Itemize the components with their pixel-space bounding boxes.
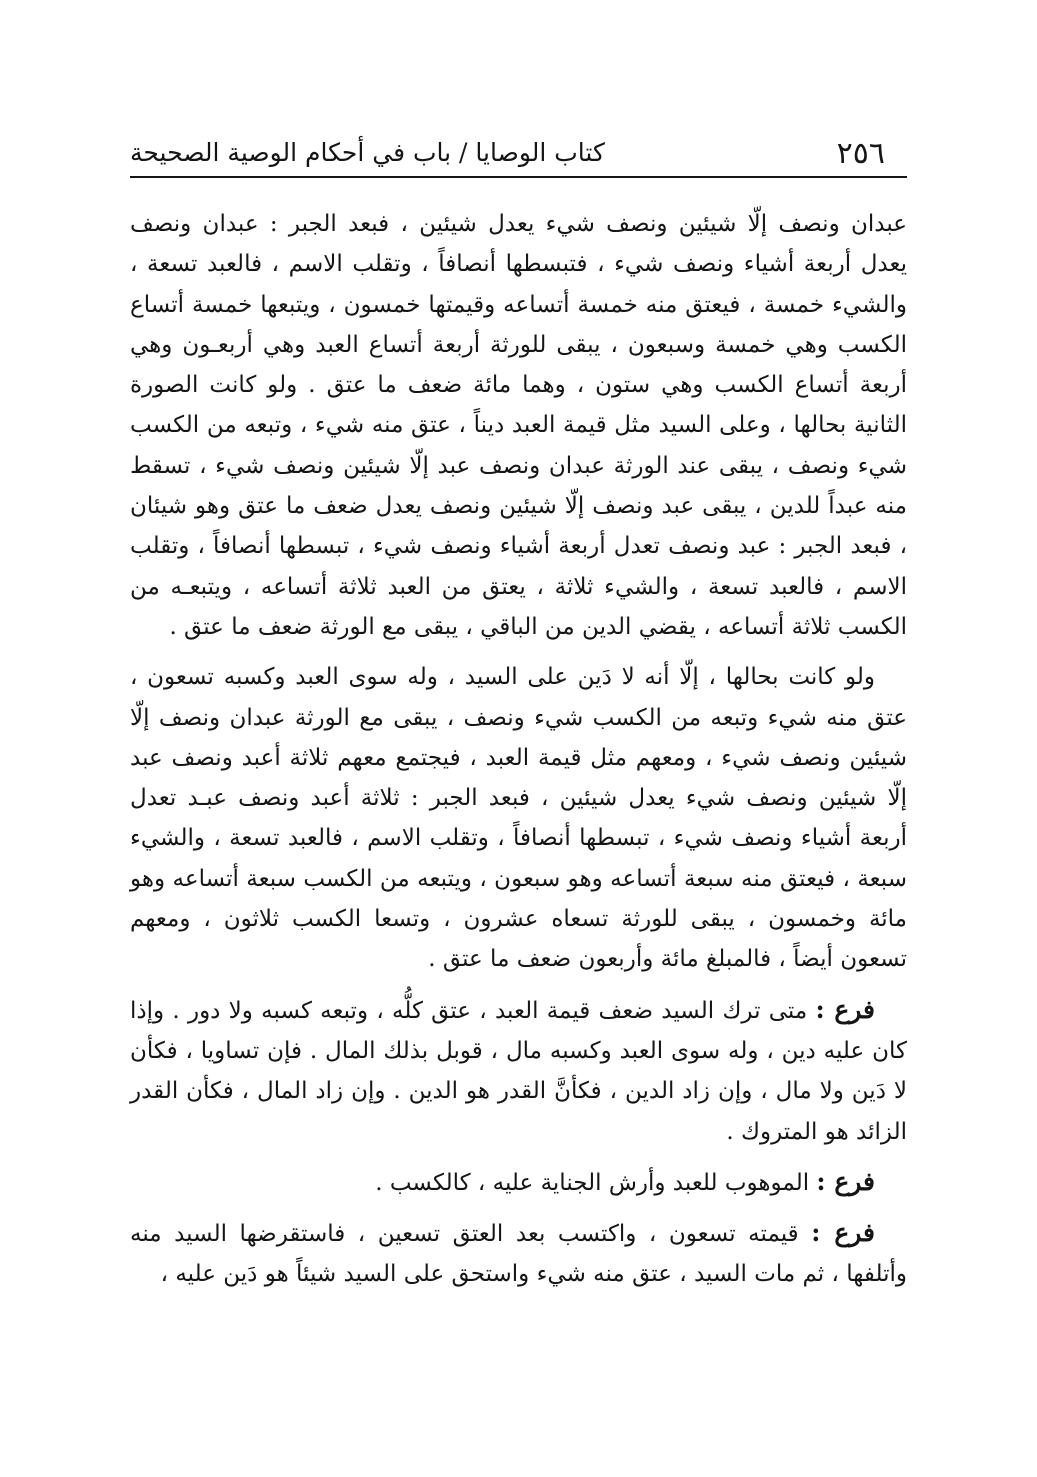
header-rule xyxy=(130,176,907,178)
paragraph-1 xyxy=(130,204,907,647)
paragraph-2 xyxy=(130,657,907,979)
far-paragraph-2-text: الموهوب للعبد وأرش الجناية عليه ، كالكسب . xyxy=(375,1169,810,1196)
page-number: ٢٥٦ xyxy=(836,136,885,171)
paragraph-2-text: ولو كانت بحالها ، إلّا أنه لا دَين على السيد ، وله سوى العبد وكسبه تسعون ، عتق منه شيء وتبعه من الكسب شيء ونصف ، يبقى مع الورثة عبدان ونصف إلّا شيئين ونصف شيء ، ومعهم مثل قيمة العبد ، فيجتمع معهم ثلاثة أعبد ونصف عبد إلّا شيئين ونصف شيء يعدل شيئين ، فبعد الجبر : ثلاثة أعبد ونصف عبـد تعدل أربعة أشياء ونصف شيء ، تبسطها أنصافاً ، وتقلب الاسم ، فالعبد تسعة ، والشيء سبعة ، فيعتق منه سبعة أتساعه وهو سبعون ، ويتبعه من الكسب سبعة أتساعه وهو مائة وخمسون ، يبقى للورثة تسعاه عشرون ، وتسعا الكسب ثلاثون ، ومعهم تسعون أيضاً ، فالمبلغ مائة وأربعون ضعف ما عتق . xyxy=(130,664,907,973)
far-paragraph-3 xyxy=(130,1213,907,1295)
body-text xyxy=(130,204,907,1295)
far-label: فرع : xyxy=(815,994,875,1024)
far-paragraph-1 xyxy=(130,990,907,1152)
far-paragraph-3-text: قيمته تسعون ، واكتسب بعد العتق تسعين ، فاستقرضها السيد منه وأتلفها ، ثم مات السيد ، عتق منه شيء واستحق على السيد شيئاً هو دَين عليه ، xyxy=(130,1221,907,1288)
far-label: فرع : xyxy=(816,1166,875,1196)
running-title: كتاب الوصايا / باب في أحكام الوصية الصحيحة xyxy=(130,138,605,167)
paragraph-1-text: عبدان ونصف إلّا شيئين ونصف شيء يعدل شيئين ، فبعد الجبر : عبدان ونصف يعدل أربعة أشياء ونصف شيء ، فتبسطها أنصافاً ، وتقلب الاسم ، فالعبد تسعة ، والشيء خمسة ، فيعتق منه خمسة أتساعه وقيمتها خمسون ، ويتبعها خمسة أتساع الكسب وهي خمسة وسبعون ، يبقى للورثة أربعة أتساع العبد وهي أربعـون وهي أربعة أتساع الكسب وهي ستون ، وهما مائة ضعف ما عتق . ولو كانت الصورة الثانية بحالها ، وعلى السيد مثل قيمة العبد ديناً ، عتق منه شيء ، وتبعه من الكسب شيء ونصف ، يبقى عند الورثة عبدان ونصف عبد إلّا شيئين ونصف شيء ، تسقط منه عبداً للدين ، يبقى عبد ونصف إلّا شيئين ونصف يعدل ضعف ما عتق وهو شيئان ، فبعد الجبر : عبد ونصف تعدل أربعة أشياء ونصف شيء ، تبسطها أنصافاً ، وتقلب الاسم ، فالعبد تسعة ، والشيء ثلاثة ، يعتق من العبد ثلاثة أتساعه ، ويتبعـه من الكسب ثلاثة أتساعه ، يقضي الدين من الباقي ، يبقى مع الورثة ضعف ما عتق . xyxy=(130,211,907,640)
far-paragraph-1-text: متى ترك السيد ضعف قيمة العبد ، عتق كلُّه ، وتبعه كسبه ولا دور . وإذا كان عليه دين ، وله سوى العبد وكسبه مال ، قوبل بذلك المال . فإن تساويا ، فكأن لا دَين ولا مال ، وإن زاد الدين ، فكأنَّ القدر هو الدين . وإن زاد المال ، فكأن القدر الزائد هو المتروك . xyxy=(130,997,907,1145)
page-header xyxy=(130,128,907,176)
far-label: فرع : xyxy=(811,1218,876,1248)
far-paragraph-2 xyxy=(130,1162,907,1203)
